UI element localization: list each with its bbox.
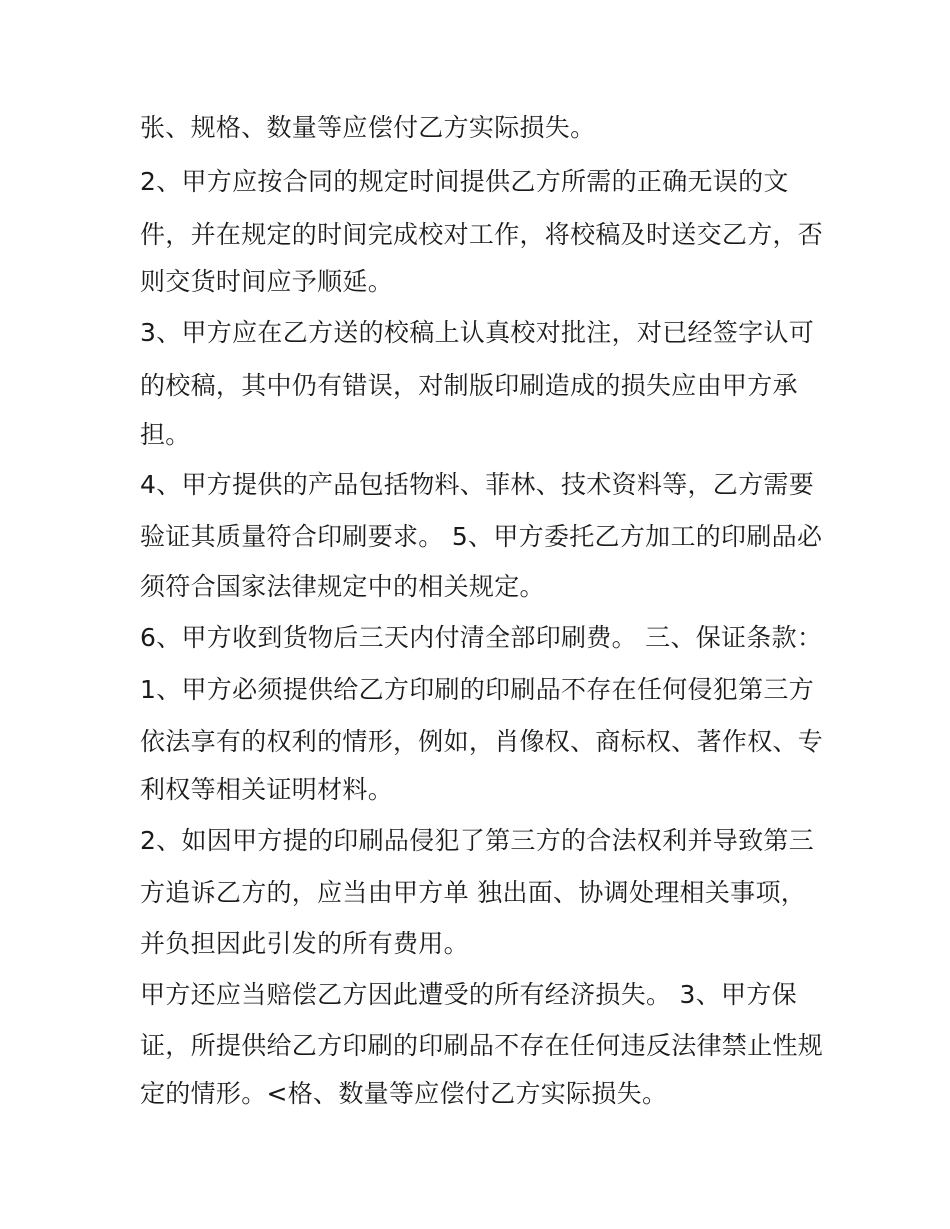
text-line: 利权等相关证明材料。 [140, 775, 394, 804]
text-line: 定的情形。<格、数量等应偿付乙方实际损失。 [140, 1079, 668, 1108]
text-line: 6、甲方收到货物后三天内付清全部印刷费。 三、保证条款： [140, 623, 823, 652]
text-line: 张、规格、数量等应偿付乙方实际损失。 [140, 113, 596, 142]
text-line: 并负担因此引发的所有费用。 [140, 929, 469, 958]
text-line: 担。 [140, 420, 191, 449]
text-line: 证，所提供给乙方印刷的印刷品不存在任何违反法律禁止性规 [140, 1031, 824, 1060]
text-line: 依法享有的权利的情形，例如，肖像权、商标权、著作权、专 [140, 727, 824, 756]
text-line: 验证其质量符合印刷要求。 5、甲方委托乙方加工的印刷品必 [140, 522, 823, 551]
text-line: 则交货时间应予顺延。 [140, 267, 394, 296]
text-line: 件，并在规定的时间完成校对工作，将校稿及时送交乙方，否 [140, 220, 824, 249]
text-line: 的校稿，其中仍有错误，对制版印刷造成的损失应由甲方承 [140, 371, 798, 400]
text-line: 2、甲方应按合同的规定时间提供乙方所需的正确无误的文 [140, 167, 789, 196]
text-line: 1、甲方必须提供给乙方印刷的印刷品不存在任何侵犯第三方 [140, 675, 815, 704]
text-line: 甲方还应当赔偿乙方因此遭受的所有经济损失。 3、甲方保 [140, 980, 797, 1009]
text-line: 4、甲方提供的产品包括物料、菲林、技术资料等，乙方需要 [140, 470, 815, 499]
text-line: 3、甲方应在乙方送的校稿上认真校对批注，对已经签字认可 [140, 318, 815, 347]
text-line: 方追诉乙方的，应当由甲方单 独出面、协调处理相关事项， [140, 878, 807, 907]
text-line: 2、如因甲方提的印刷品侵犯了第三方的合法权利并导致第三 [140, 826, 815, 855]
text-line: 须符合国家法律规定中的相关规定。 [140, 572, 545, 601]
